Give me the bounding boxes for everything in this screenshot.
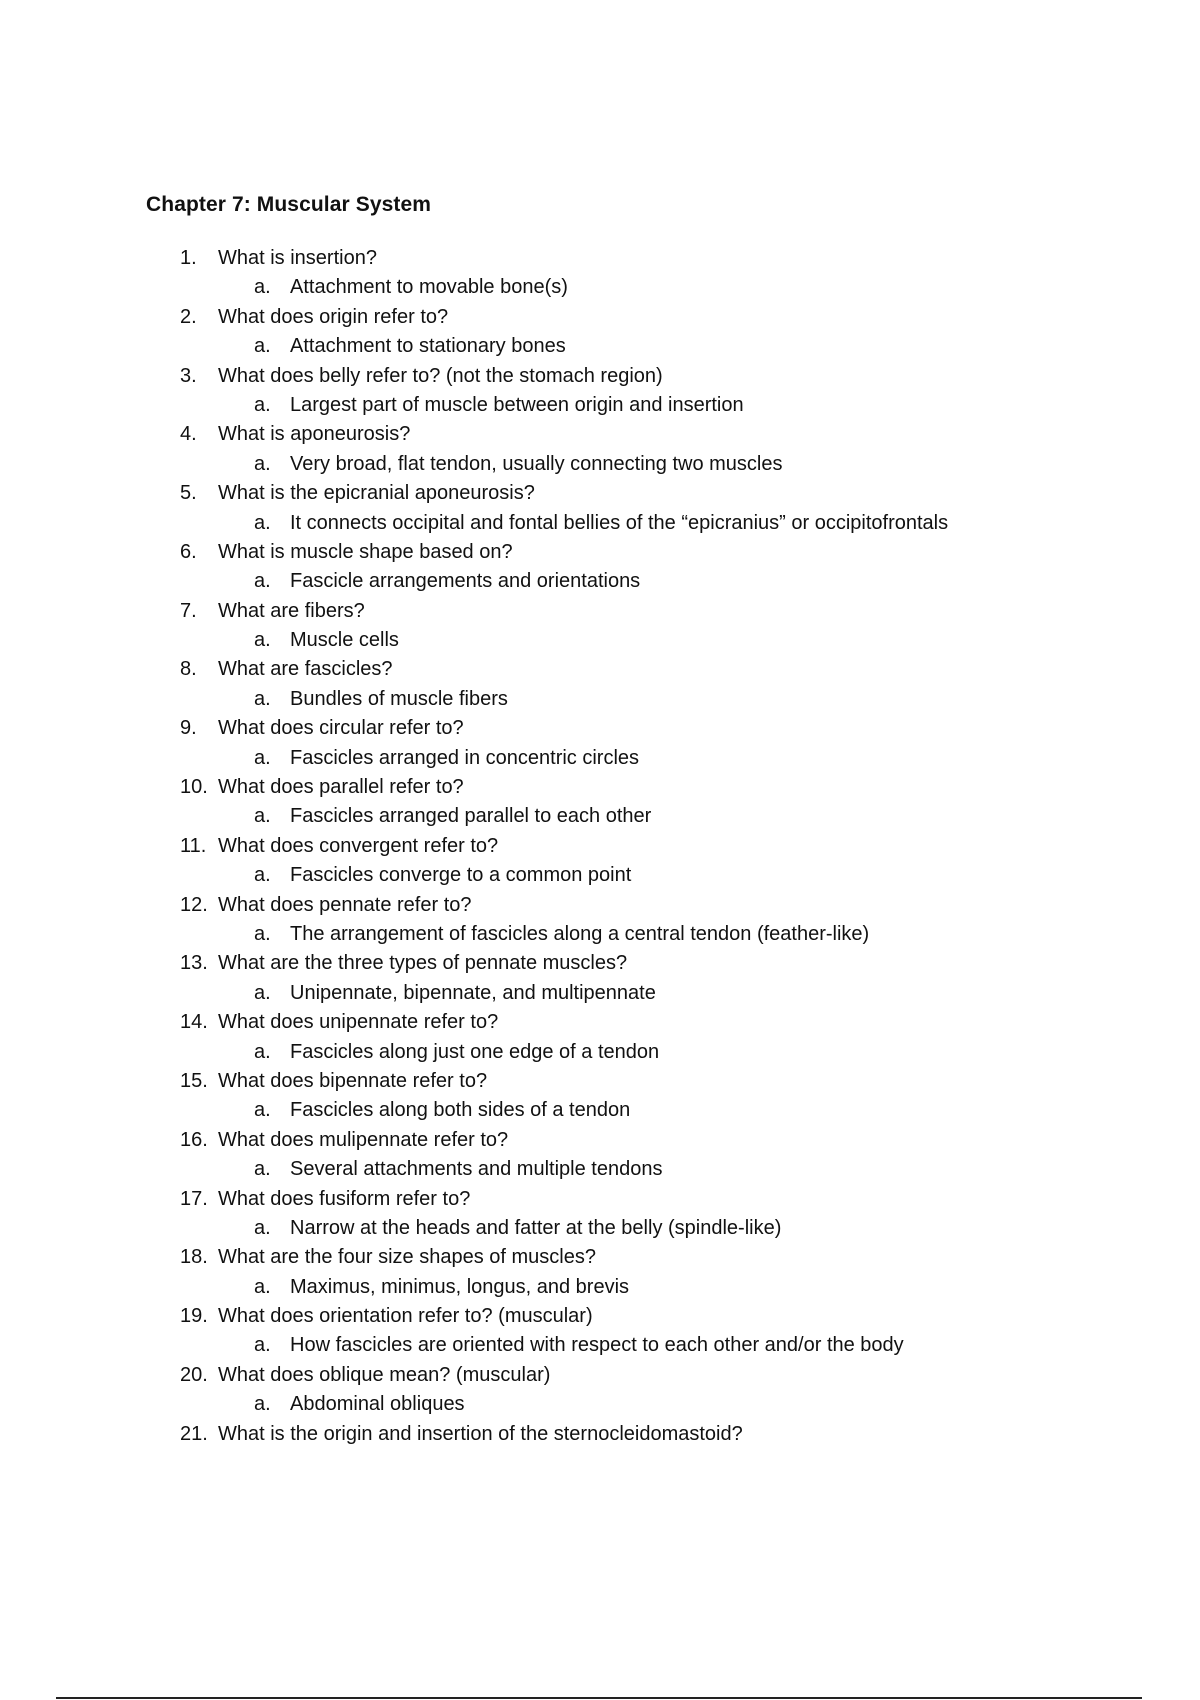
question-number: 14.	[180, 1011, 208, 1034]
question-text: What does unipennate refer to?	[218, 1011, 499, 1034]
answer-text: Fascicles along just one edge of a tendon	[290, 1040, 660, 1063]
question-item	[0, 1008, 1200, 1067]
question-item	[0, 773, 1200, 832]
question-text: What does convergent refer to?	[218, 834, 499, 857]
answer-text: Largest part of muscle between origin and insertion	[290, 393, 744, 416]
question-row	[0, 597, 1200, 626]
question-number: 17.	[180, 1187, 208, 1210]
answer-letter: a.	[254, 1158, 271, 1181]
answer-text: Very broad, flat tendon, usually connecting two muscles	[290, 452, 783, 475]
question-text: What are the four size shapes of muscles?	[218, 1246, 596, 1269]
question-item	[0, 1126, 1200, 1185]
question-row	[0, 1302, 1200, 1331]
answer-letter: a.	[254, 452, 271, 475]
answer-row	[0, 1390, 1200, 1419]
question-item	[0, 362, 1200, 421]
question-item	[0, 420, 1200, 479]
answer-row	[0, 273, 1200, 302]
answer-letter: a.	[254, 1334, 271, 1357]
question-list	[0, 244, 1200, 1449]
answer-row	[0, 979, 1200, 1008]
question-number: 4.	[180, 423, 197, 446]
question-row	[0, 1067, 1200, 1096]
question-number: 18.	[180, 1246, 208, 1269]
answer-text: It connects occipital and fontal bellies of the “epicranius” or occipitofrontals	[290, 511, 949, 534]
question-text: What are fascicles?	[218, 658, 393, 681]
answer-text: The arrangement of fascicles along a central tendon (feather-like)	[290, 922, 870, 945]
question-number: 13.	[180, 952, 208, 975]
answer-letter: a.	[254, 629, 271, 652]
answer-row	[0, 1155, 1200, 1184]
question-item	[0, 538, 1200, 597]
question-number: 19.	[180, 1305, 208, 1328]
answer-text: Narrow at the heads and fatter at the belly (spindle-like)	[290, 1216, 782, 1239]
answer-text: Fascicles arranged parallel to each other	[290, 805, 652, 828]
question-row	[0, 1420, 1200, 1449]
question-text: What is insertion?	[218, 247, 377, 269]
question-item	[0, 832, 1200, 891]
question-row	[0, 832, 1200, 861]
question-item	[0, 244, 1200, 303]
answer-letter: a.	[254, 687, 271, 710]
answer-text: Abdominal obliques	[290, 1393, 465, 1416]
answer-letter: a.	[254, 1099, 271, 1122]
answer-row	[0, 744, 1200, 773]
question-row	[0, 1126, 1200, 1155]
question-row	[0, 303, 1200, 332]
answer-text: Fascicles arranged in concentric circles	[290, 746, 640, 769]
question-row	[0, 714, 1200, 743]
question-number: 21.	[180, 1422, 208, 1445]
answer-text: Muscle cells	[290, 629, 399, 652]
question-text: What does circular refer to?	[218, 717, 464, 740]
answer-text: Attachment to stationary bones	[290, 335, 566, 358]
question-item	[0, 1185, 1200, 1244]
question-text: What does parallel refer to?	[218, 776, 464, 799]
question-row	[0, 538, 1200, 567]
answer-row	[0, 1331, 1200, 1360]
answer-letter: a.	[254, 922, 271, 945]
answer-letter: a.	[254, 1040, 271, 1063]
answer-letter: a.	[254, 1216, 271, 1239]
question-number: 8.	[180, 658, 197, 681]
question-item	[0, 1302, 1200, 1361]
question-text: What is the origin and insertion of the sternocleidomastoid?	[218, 1422, 743, 1445]
question-row	[0, 655, 1200, 684]
question-row	[0, 1243, 1200, 1272]
answer-row	[0, 685, 1200, 714]
answer-text: Bundles of muscle fibers	[290, 687, 508, 710]
document-title: Chapter 7: Muscular System	[146, 193, 432, 216]
answer-letter: a.	[254, 805, 271, 828]
question-text: What are fibers?	[218, 599, 365, 622]
answer-letter: a.	[254, 511, 271, 534]
question-text: What is the epicranial aponeurosis?	[218, 482, 535, 505]
question-row	[0, 1185, 1200, 1214]
answer-row	[0, 1096, 1200, 1125]
question-item	[0, 891, 1200, 950]
question-item	[0, 1361, 1200, 1420]
answer-letter: a.	[254, 1275, 271, 1298]
question-item	[0, 1243, 1200, 1302]
question-row	[0, 420, 1200, 449]
question-number: 10.	[180, 776, 208, 799]
footer-divider	[56, 1697, 1142, 1699]
question-row	[0, 244, 1200, 273]
answer-text: Several attachments and multiple tendons	[290, 1158, 663, 1181]
answer-row	[0, 626, 1200, 655]
question-text: What are the three types of pennate muscles?	[218, 952, 628, 975]
question-number: 15.	[180, 1069, 208, 1092]
question-text: What is muscle shape based on?	[218, 540, 513, 563]
question-number: 16.	[180, 1128, 208, 1151]
question-number: 11.	[180, 834, 207, 857]
question-number: 5.	[180, 482, 197, 505]
question-row	[0, 1361, 1200, 1390]
question-number: 3.	[180, 364, 197, 387]
question-number: 20.	[180, 1363, 208, 1386]
question-number: 1.	[180, 247, 197, 269]
question-text: What does oblique mean? (muscular)	[218, 1363, 551, 1386]
answer-row	[0, 332, 1200, 361]
answer-row	[0, 920, 1200, 949]
question-text: What does fusiform refer to?	[218, 1187, 471, 1210]
question-number: 2.	[180, 305, 197, 328]
question-row	[0, 773, 1200, 802]
answer-letter: a.	[254, 981, 271, 1004]
question-number: 9.	[180, 717, 197, 740]
question-text: What is aponeurosis?	[218, 423, 411, 446]
question-item	[0, 479, 1200, 538]
answer-row	[0, 567, 1200, 596]
answer-row	[0, 391, 1200, 420]
question-number: 12.	[180, 893, 208, 916]
question-row	[0, 479, 1200, 508]
answer-row	[0, 802, 1200, 831]
answer-letter: a.	[254, 1393, 271, 1416]
answer-letter: a.	[254, 864, 271, 887]
question-item	[0, 714, 1200, 773]
answer-text: Maximus, minimus, longus, and brevis	[290, 1275, 630, 1298]
question-row	[0, 1008, 1200, 1037]
question-row	[0, 949, 1200, 978]
question-row	[0, 891, 1200, 920]
question-number: 7.	[180, 599, 197, 622]
answer-row	[0, 1214, 1200, 1243]
question-number: 6.	[180, 540, 197, 563]
question-row	[0, 362, 1200, 391]
answer-letter: a.	[254, 393, 271, 416]
question-item	[0, 949, 1200, 1008]
answer-text: Fascicles converge to a common point	[290, 864, 632, 887]
question-text: What does mulipennate refer to?	[218, 1128, 509, 1151]
question-text: What does pennate refer to?	[218, 893, 472, 916]
answer-text: Fascicles along both sides of a tendon	[290, 1099, 631, 1122]
question-text: What does belly refer to? (not the stomach region)	[218, 364, 663, 387]
answer-row	[0, 509, 1200, 538]
answer-letter: a.	[254, 276, 271, 299]
question-item	[0, 1067, 1200, 1126]
question-item	[0, 303, 1200, 362]
answer-row	[0, 861, 1200, 890]
answer-text: Unipennate, bipennate, and multipennate	[290, 981, 656, 1004]
answer-text: Fascicle arrangements and orientations	[290, 570, 641, 593]
answer-letter: a.	[254, 335, 271, 358]
answer-row	[0, 1038, 1200, 1067]
answer-row	[0, 1273, 1200, 1302]
answer-row	[0, 450, 1200, 479]
answer-text: Attachment to movable bone(s)	[290, 276, 568, 299]
question-text: What does bipennate refer to?	[218, 1069, 488, 1092]
answer-text: How fascicles are oriented with respect to each other and/or the body	[290, 1334, 904, 1357]
answer-letter: a.	[254, 570, 271, 593]
question-item	[0, 655, 1200, 714]
answer-letter: a.	[254, 746, 271, 769]
question-item	[0, 597, 1200, 656]
question-item	[0, 1420, 1200, 1449]
question-text: What does orientation refer to? (muscular)	[218, 1305, 593, 1328]
question-text: What does origin refer to?	[218, 305, 449, 328]
